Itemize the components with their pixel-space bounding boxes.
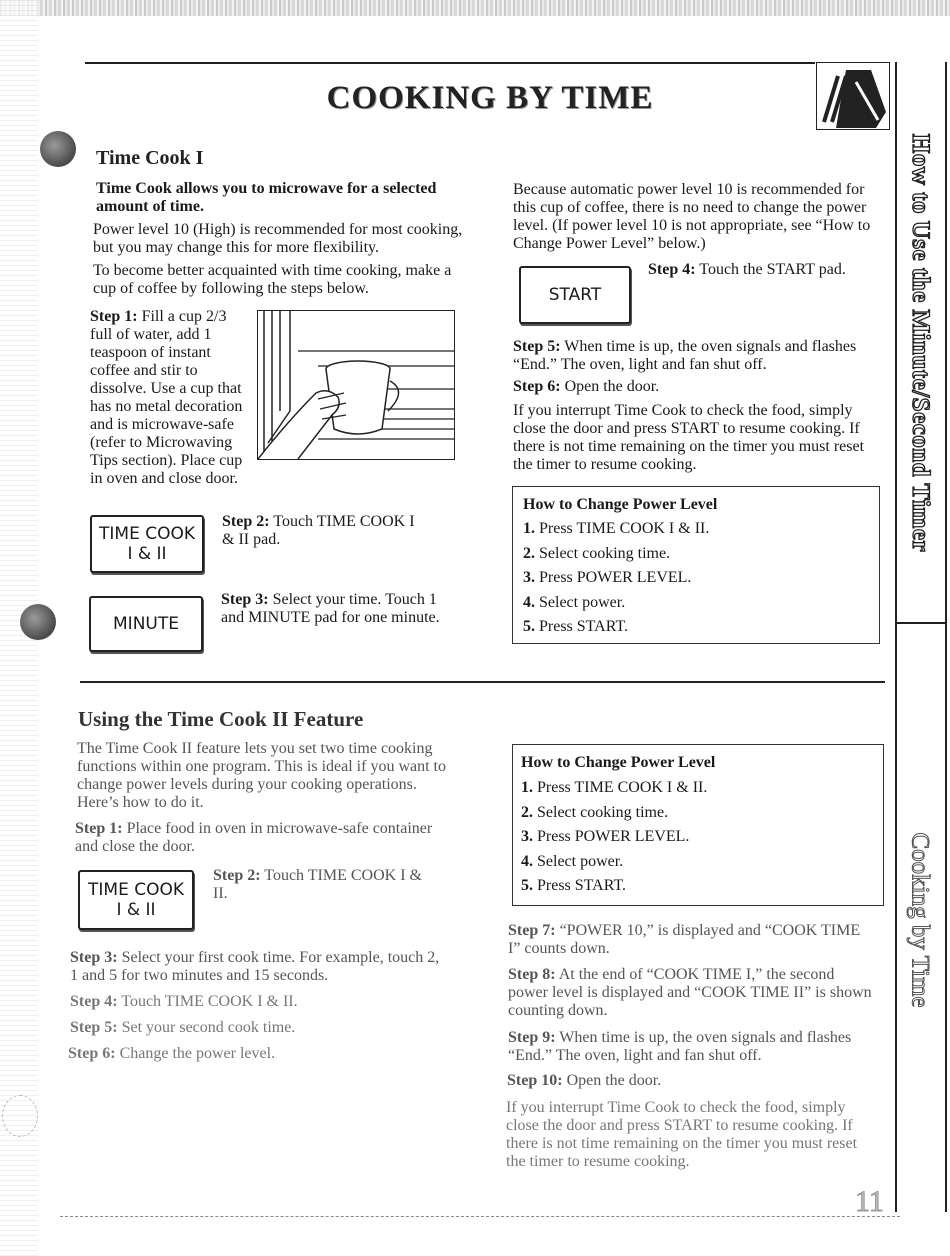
step-6: [513, 378, 883, 396]
step-1: [90, 308, 250, 488]
paragraph: Power level 10 (High) is recommended for most cooking, but you may change this for more flexibility.: [93, 221, 463, 256]
minute-pad[interactable]: [89, 596, 203, 652]
step-label: Step 5:: [513, 338, 561, 355]
step-3: [70, 949, 450, 985]
power-level-box: [512, 744, 884, 906]
pad-label: I & II: [116, 900, 156, 920]
section-bullet: [40, 131, 76, 167]
step-text: Set your second cook time.: [121, 1019, 296, 1036]
step-label: Step 3:: [70, 949, 118, 966]
punch-hole: [2, 1095, 38, 1137]
step-label: Step 1:: [75, 820, 123, 837]
step-9: [508, 1029, 883, 1065]
step-label: Step 1:: [90, 308, 138, 325]
step-label: Step 3:: [221, 591, 269, 608]
step-10: [507, 1072, 872, 1090]
top-rule: [85, 62, 815, 64]
side-tab-timer: How to Use the Minute/Second Timer: [907, 133, 935, 553]
section-rule: [80, 681, 885, 683]
power-level-box: [512, 486, 880, 644]
pad-label: TIME COOK: [88, 880, 184, 900]
step-label: Step 4:: [70, 993, 118, 1010]
pad-label: TIME COOK: [99, 524, 195, 544]
step-text: Touch TIME COOK I & II.: [213, 867, 422, 902]
step-4: [648, 261, 868, 279]
step-8: [508, 966, 873, 1020]
step-text: Touch TIME COOK I & II.: [121, 993, 298, 1010]
pad-label: START: [548, 285, 602, 305]
step-label: Step 6:: [513, 378, 561, 395]
start-pad[interactable]: [519, 266, 631, 324]
step-text: Place food in oven in microwave-safe container and close the door.: [75, 820, 433, 855]
step-5: [513, 338, 883, 374]
step-3: [221, 591, 461, 627]
step-text: Touch the START pad.: [699, 261, 846, 278]
step-2: [222, 513, 422, 549]
step-7: [508, 922, 873, 958]
list-item: 3. Press POWER LEVEL.: [523, 569, 692, 586]
step-text: Change the power level.: [119, 1045, 276, 1062]
step-text: “POWER 10,” is displayed and “COOK TIME I” counts down.: [508, 922, 861, 957]
bottom-edge: [60, 1216, 900, 1218]
step-label: Step 2:: [213, 867, 261, 884]
step-label: Step 10:: [507, 1072, 563, 1089]
list-item: 1. Press TIME COOK I & II.: [521, 779, 708, 796]
brand-logo: [816, 62, 890, 130]
list-item: 5. Press START.: [521, 877, 627, 894]
list-item: 2. Select cooking time.: [523, 544, 671, 562]
step-text: Fill a cup 2/3 full of water, add 1 teaspoon of instant coffee and stir to dissolve. Use a cup that has no metal decoration and is microwave-safe (refer to Microwaving Tips section). Place cup in oven and close door.: [90, 308, 243, 487]
step-label: Step 5:: [70, 1019, 118, 1036]
side-tab-separator: [897, 622, 945, 624]
side-tab-cooking: Cooking by Time: [907, 832, 934, 1008]
section-heading: Using the Time Cook II Feature: [78, 707, 364, 731]
step-label: Step 8:: [508, 966, 556, 983]
step-label: Step 2:: [222, 513, 270, 530]
box-heading: How to Change Power Level: [523, 496, 718, 513]
scan-edge-top: [0, 0, 950, 16]
pad-label: MINUTE: [113, 614, 179, 634]
pad-label: I & II: [127, 544, 167, 564]
paragraph: If you interrupt Time Cook to check the food, simply close the door and press START to resume cooking. If there is not time remaining on the timer you must reset the timer to resume cooking.: [513, 402, 865, 473]
paragraph: The Time Cook II feature lets you set two time cooking functions within one program. This is ideal if you want to change power levels during your cooking operations. Here’s how to do it.: [77, 740, 446, 811]
step-label: Step 9:: [508, 1029, 556, 1046]
step-text: Open the door.: [566, 1072, 662, 1089]
step-text: When time is up, the oven signals and flashes “End.” The oven, light and fan shut off.: [513, 338, 857, 373]
step-text: When time is up, the oven signals and flashes “End.” The oven, light and fan shut off.: [508, 1029, 852, 1064]
paragraph: Because automatic power level 10 is recommended for this cup of coffee, there is no need to change the power level. (If power level 10 is not appropriate, see “How to Change Power Level” below.): [513, 181, 871, 252]
section-bullet: [20, 604, 56, 640]
section-heading: Time Cook I: [96, 147, 204, 169]
list-item: 2. Select cooking time.: [521, 803, 669, 821]
step-2: [213, 867, 433, 903]
step-4: [70, 993, 450, 1011]
step-label: Step 7:: [508, 922, 556, 939]
paragraph: To become better acquainted with time cooking, make a cup of coffee by following the steps below.: [93, 262, 452, 297]
intro-bold: Time Cook allows you to microwave for a selected amount of time.: [96, 180, 437, 215]
list-item: 4. Select power.: [523, 593, 626, 611]
list-item: 5. Press START.: [523, 618, 629, 635]
step-text: Open the door.: [564, 378, 660, 395]
time-cook-pad[interactable]: [90, 515, 204, 573]
list-item: 1. Press TIME COOK I & II.: [523, 520, 710, 537]
paragraph: If you interrupt Time Cook to check the food, simply close the door and press START to resume cooking. If there is not time remaining on the timer you must reset the timer to resume cooking.: [506, 1099, 858, 1170]
step-text: Select your first cook time. For example, touch 2, 1 and 5 for two minutes and 15 seconds.: [70, 949, 440, 984]
step-text: Select your time. Touch 1 and MINUTE pad for one minute.: [221, 591, 440, 626]
box-heading: How to Change Power Level: [521, 754, 716, 771]
coffee-cup-illustration: [257, 310, 455, 460]
page-title: COOKING BY TIME: [326, 80, 654, 116]
step-1: [75, 820, 445, 856]
step-label: Step 6:: [68, 1045, 116, 1062]
step-6: [68, 1045, 448, 1063]
list-item: 4. Select power.: [521, 852, 624, 870]
time-cook-pad[interactable]: [78, 870, 194, 930]
step-text: Touch TIME COOK I & II pad.: [222, 513, 415, 548]
page-number: 11: [855, 1185, 884, 1218]
step-text: At the end of “COOK TIME I,” the second power level is displayed and “COOK TIME II” is shown counting down.: [508, 966, 872, 1019]
step-5: [70, 1019, 450, 1037]
step-label: Step 4:: [648, 261, 696, 278]
list-item: 3. Press POWER LEVEL.: [521, 828, 690, 845]
